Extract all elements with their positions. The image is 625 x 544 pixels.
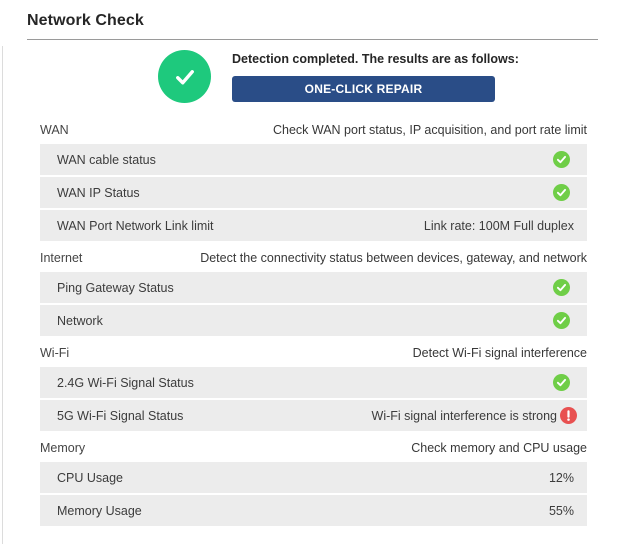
section-header [40,251,587,265]
section-description: Check memory and CPU usage [411,441,587,455]
check-sections [40,123,587,526]
section-description: Check WAN port status, IP acquisition, and port rate limit [272,123,587,137]
row-value: Wi-Fi signal interference is strong [371,408,557,423]
row-result [424,219,577,233]
check-row-2-4g-wi-fi-signal-status [40,367,587,398]
check-circle-icon [553,184,570,201]
check-row-ping-gateway-status [40,272,587,303]
detection-result-text-block [232,50,519,103]
section-header [40,346,587,360]
section-name: Internet [40,251,83,265]
alert-circle-icon [560,407,577,424]
row-result [553,184,577,201]
row-value: 12% [548,470,574,485]
row-result [549,471,577,485]
check-circle-icon [553,374,570,391]
row-result [553,374,577,391]
section-wan [40,123,587,241]
section-name: Wi-Fi [40,346,70,360]
check-row-wan-ip-status [40,177,587,208]
check-circle-icon [158,50,211,103]
row-label: WAN IP Status [57,185,140,200]
check-circle-icon [553,279,570,296]
row-result [553,151,577,168]
check-circle-icon [553,151,570,168]
row-result [372,407,577,424]
row-label: CPU Usage [57,470,123,485]
check-row-cpu-usage [40,462,587,493]
check-row-network [40,305,587,336]
check-row-wan-cable-status [40,144,587,175]
page-title: Network Check [27,12,144,29]
section-internet [40,251,587,336]
section-name: Memory [40,441,86,455]
section-wi-fi [40,346,587,431]
section-description: Detect Wi-Fi signal interference [412,346,587,360]
row-result [553,312,577,329]
row-label: Memory Usage [57,503,142,518]
row-label: Ping Gateway Status [57,280,174,295]
section-header [40,123,587,137]
panel-left-border [2,46,3,544]
check-row-memory-usage [40,495,587,526]
section-header [40,441,587,455]
row-result [553,279,577,296]
row-label: 2.4G Wi-Fi Signal Status [57,375,194,390]
section-name: WAN [40,123,69,137]
check-row-wan-port-network-link-limit [40,210,587,241]
row-label: Network [57,313,103,328]
check-row-5g-wi-fi-signal-status [40,400,587,431]
row-label: WAN cable status [57,152,156,167]
section-memory [40,441,587,526]
detection-result-banner [158,50,598,103]
section-description: Detect the connectivity status between devices, gateway, and network [200,251,587,265]
row-value: Link rate: 100M Full duplex [423,218,574,233]
row-result [549,504,577,518]
check-circle-icon [553,312,570,329]
detection-status-text: Detection completed. The results are as follows: [232,52,519,66]
row-label: 5G Wi-Fi Signal Status [57,408,184,423]
row-label: WAN Port Network Link limit [57,218,214,233]
title-divider [27,39,598,40]
row-value: 55% [548,503,574,518]
one-click-repair-button[interactable]: ONE-CLICK REPAIR [232,76,495,102]
